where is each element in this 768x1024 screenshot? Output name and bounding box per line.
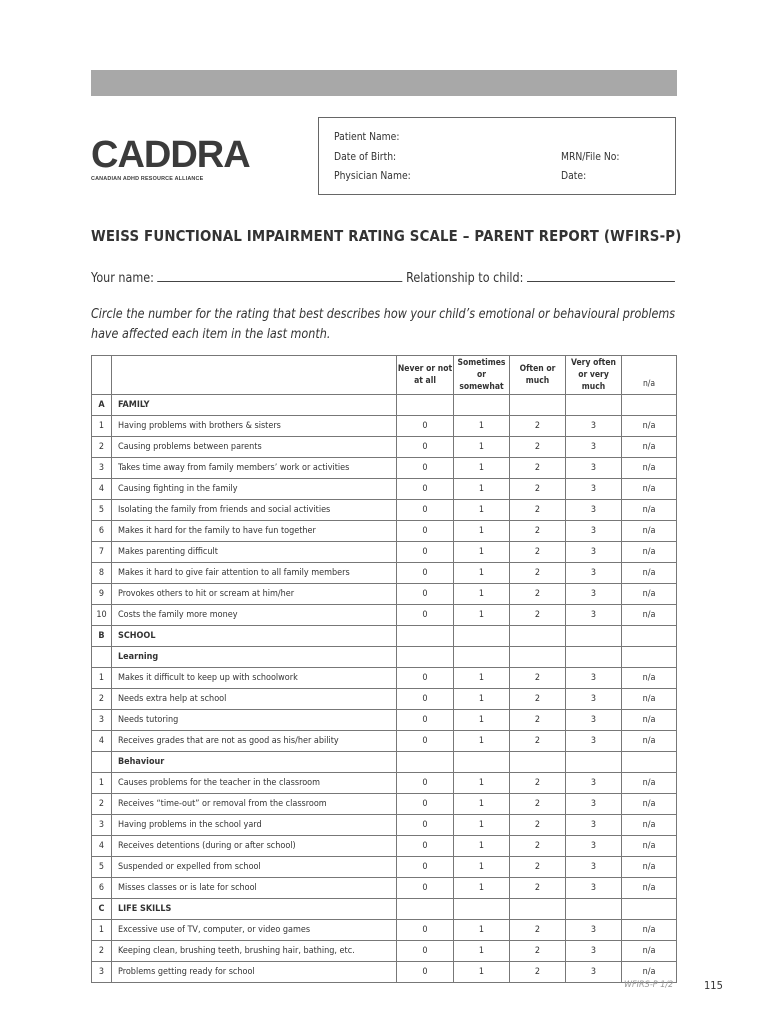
physician-label: Physician Name: — [334, 170, 411, 182]
rating-option[interactable]: 3 — [566, 878, 622, 899]
rating-option[interactable]: 1 — [454, 710, 510, 731]
rating-option[interactable]: 2 — [510, 731, 566, 752]
empty-cell — [454, 899, 510, 920]
section-row — [92, 899, 677, 920]
section-title: LIFE SKILLS — [112, 899, 397, 920]
header-bar — [91, 70, 677, 96]
item-text: Receives “time-out” or removal from the classroom — [112, 794, 397, 815]
rating-option[interactable]: n/a — [622, 479, 677, 500]
rating-option[interactable]: 1 — [454, 437, 510, 458]
rating-option[interactable]: 2 — [510, 857, 566, 878]
rating-option[interactable]: 2 — [510, 773, 566, 794]
empty-cell — [92, 647, 112, 668]
item-number: 1 — [92, 416, 112, 437]
rating-option[interactable]: 3 — [566, 941, 622, 962]
item-number: 6 — [92, 521, 112, 542]
empty-cell — [566, 626, 622, 647]
patient-info-box — [318, 117, 676, 195]
rating-option[interactable]: 2 — [510, 710, 566, 731]
rating-option[interactable]: 3 — [566, 857, 622, 878]
item-text: Causing problems between parents — [112, 437, 397, 458]
rating-option[interactable]: 1 — [454, 479, 510, 500]
empty-cell — [454, 647, 510, 668]
empty-cell — [510, 752, 566, 773]
empty-cell — [510, 647, 566, 668]
table-header-row — [92, 356, 677, 395]
rating-option[interactable]: 3 — [566, 815, 622, 836]
item-text: Takes time away from family members’ work or activities — [112, 458, 397, 479]
item-text: Provokes others to hit or scream at him/her — [112, 584, 397, 605]
header-blank — [112, 356, 397, 395]
empty-cell — [566, 752, 622, 773]
rating-option[interactable]: n/a — [622, 542, 677, 563]
empty-cell — [510, 395, 566, 416]
empty-cell — [454, 752, 510, 773]
header-very-often: Very often or very much — [566, 356, 622, 395]
rating-option[interactable]: 3 — [566, 605, 622, 626]
item-text: Causing fighting in the family — [112, 479, 397, 500]
rating-option[interactable]: 3 — [566, 920, 622, 941]
rating-option[interactable]: 2 — [510, 479, 566, 500]
rating-option[interactable]: 2 — [510, 878, 566, 899]
rating-option[interactable]: 0 — [397, 563, 454, 584]
rating-option[interactable]: 3 — [566, 689, 622, 710]
rating-option[interactable]: 0 — [397, 416, 454, 437]
rating-option[interactable]: 1 — [454, 668, 510, 689]
rating-option[interactable]: 2 — [510, 689, 566, 710]
rating-option[interactable]: n/a — [622, 857, 677, 878]
item-number: 5 — [92, 857, 112, 878]
item-text: Receives detentions (during or after school) — [112, 836, 397, 857]
rating-option[interactable]: 0 — [397, 479, 454, 500]
rating-option[interactable]: 0 — [397, 689, 454, 710]
empty-cell — [622, 626, 677, 647]
rating-option[interactable]: 0 — [397, 920, 454, 941]
rating-option[interactable]: n/a — [622, 920, 677, 941]
table-row — [92, 773, 677, 794]
empty-cell — [510, 626, 566, 647]
rating-option[interactable]: 3 — [566, 668, 622, 689]
rating-option[interactable]: 1 — [454, 773, 510, 794]
rating-option[interactable]: n/a — [622, 941, 677, 962]
your-name-label: Your name: — [91, 271, 154, 286]
subsection-row — [92, 647, 677, 668]
empty-cell — [397, 752, 454, 773]
relationship-label: Relationship to child: — [406, 271, 524, 286]
item-number: 1 — [92, 773, 112, 794]
rating-option[interactable]: 3 — [566, 500, 622, 521]
table-row — [92, 668, 677, 689]
item-number: 3 — [92, 710, 112, 731]
subsection-title: Learning — [112, 647, 397, 668]
rating-option[interactable]: n/a — [622, 584, 677, 605]
logo-word: CADDRA — [91, 134, 250, 176]
item-number: 1 — [92, 920, 112, 941]
empty-cell — [397, 647, 454, 668]
empty-cell — [397, 395, 454, 416]
item-number: 4 — [92, 731, 112, 752]
rating-option[interactable]: n/a — [622, 689, 677, 710]
rating-option[interactable]: 2 — [510, 437, 566, 458]
item-text: Makes it hard for the family to have fun together — [112, 521, 397, 542]
rating-option[interactable]: n/a — [622, 563, 677, 584]
rating-option[interactable]: 2 — [510, 815, 566, 836]
rating-option[interactable]: n/a — [622, 731, 677, 752]
table-row — [92, 731, 677, 752]
rating-option[interactable]: 3 — [566, 794, 622, 815]
rating-option[interactable]: 3 — [566, 416, 622, 437]
empty-cell — [566, 647, 622, 668]
table-row — [92, 878, 677, 899]
rating-option[interactable]: 0 — [397, 542, 454, 563]
item-text: Makes parenting difficult — [112, 542, 397, 563]
rating-option[interactable]: 2 — [510, 584, 566, 605]
section-letter: A — [92, 395, 112, 416]
header-na: n/a — [622, 356, 677, 395]
empty-cell — [397, 899, 454, 920]
rating-option[interactable]: 1 — [454, 689, 510, 710]
empty-cell — [622, 899, 677, 920]
item-text: Excessive use of TV, computer, or video games — [112, 920, 397, 941]
item-text: Needs tutoring — [112, 710, 397, 731]
section-letter: C — [92, 899, 112, 920]
item-text: Needs extra help at school — [112, 689, 397, 710]
rating-option[interactable]: n/a — [622, 521, 677, 542]
rating-option[interactable]: n/a — [622, 605, 677, 626]
empty-cell — [566, 899, 622, 920]
rating-option[interactable]: n/a — [622, 962, 677, 983]
rating-option[interactable]: 3 — [566, 458, 622, 479]
table-row — [92, 836, 677, 857]
item-number: 10 — [92, 605, 112, 626]
rating-option[interactable]: 1 — [454, 941, 510, 962]
item-text: Suspended or expelled from school — [112, 857, 397, 878]
table-row — [92, 962, 677, 983]
table-row — [92, 542, 677, 563]
rating-option[interactable]: 0 — [397, 941, 454, 962]
caddra-logo — [91, 134, 250, 186]
item-text: Costs the family more money — [112, 605, 397, 626]
table-row — [92, 500, 677, 521]
item-number: 3 — [92, 962, 112, 983]
rating-option[interactable]: 2 — [510, 668, 566, 689]
table-row — [92, 437, 677, 458]
patient-name-label: Patient Name: — [334, 131, 400, 143]
rating-option[interactable]: 2 — [510, 563, 566, 584]
rating-option[interactable]: 3 — [566, 710, 622, 731]
item-text: Misses classes or is late for school — [112, 878, 397, 899]
mrn-label: MRN/File No: — [561, 151, 620, 163]
rating-option[interactable]: 3 — [566, 731, 622, 752]
item-text: Receives grades that are not as good as his/her ability — [112, 731, 397, 752]
item-number: 2 — [92, 437, 112, 458]
rating-option[interactable]: 2 — [510, 542, 566, 563]
table-row — [92, 857, 677, 878]
rating-option[interactable]: 0 — [397, 857, 454, 878]
rating-option[interactable]: 3 — [566, 836, 622, 857]
rating-option[interactable]: 0 — [397, 773, 454, 794]
rating-option[interactable]: 1 — [454, 542, 510, 563]
instructions: Circle the number for the rating that best describes how your child’s emotional or behavioural problems have affected each item in the last month. — [91, 307, 676, 342]
item-number: 2 — [92, 794, 112, 815]
section-row — [92, 395, 677, 416]
item-number: 2 — [92, 689, 112, 710]
rating-option[interactable]: 2 — [510, 500, 566, 521]
rating-option[interactable]: 2 — [510, 920, 566, 941]
rating-option[interactable]: 0 — [397, 521, 454, 542]
form-title: WEISS FUNCTIONAL IMPAIRMENT RATING SCALE – PARENT REPORT (WFIRS-P) — [91, 227, 682, 245]
table-row — [92, 815, 677, 836]
rating-option[interactable]: 3 — [566, 521, 622, 542]
item-text: Isolating the family from friends and social activities — [112, 500, 397, 521]
subsection-title: Behaviour — [112, 752, 397, 773]
subsection-row — [92, 752, 677, 773]
rating-option[interactable]: 1 — [454, 815, 510, 836]
table-row — [92, 920, 677, 941]
section-letter: B — [92, 626, 112, 647]
item-text: Makes it hard to give fair attention to all family members — [112, 563, 397, 584]
rating-option[interactable]: 3 — [566, 563, 622, 584]
section-title: SCHOOL — [112, 626, 397, 647]
rating-option[interactable]: n/a — [622, 773, 677, 794]
item-text: Having problems with brothers & sisters — [112, 416, 397, 437]
rating-option[interactable]: 0 — [397, 815, 454, 836]
rating-option[interactable]: 3 — [566, 437, 622, 458]
rating-option[interactable]: 2 — [510, 458, 566, 479]
rating-option[interactable]: n/a — [622, 500, 677, 521]
rating-option[interactable]: 1 — [454, 584, 510, 605]
rating-table — [91, 355, 677, 983]
table-row — [92, 416, 677, 437]
item-number: 3 — [92, 815, 112, 836]
date-label: Date: — [561, 170, 587, 182]
form-code: WFIRS-P 1/2 — [624, 980, 674, 990]
rating-option[interactable]: n/a — [622, 794, 677, 815]
item-number: 1 — [92, 668, 112, 689]
item-number: 4 — [92, 479, 112, 500]
rating-option[interactable]: 0 — [397, 668, 454, 689]
item-text: Problems getting ready for school — [112, 962, 397, 983]
page-number: 115 — [704, 979, 723, 992]
table-row — [92, 584, 677, 605]
rating-option[interactable]: 1 — [454, 878, 510, 899]
rating-option[interactable]: 1 — [454, 458, 510, 479]
item-number: 2 — [92, 941, 112, 962]
rating-option[interactable]: 1 — [454, 416, 510, 437]
your-name-field[interactable] — [157, 268, 402, 282]
empty-cell — [397, 626, 454, 647]
item-number: 3 — [92, 458, 112, 479]
empty-cell — [454, 626, 510, 647]
rating-option[interactable]: n/a — [622, 668, 677, 689]
rating-option[interactable]: 3 — [566, 584, 622, 605]
rating-option[interactable]: 1 — [454, 563, 510, 584]
item-number: 9 — [92, 584, 112, 605]
table-row — [92, 458, 677, 479]
rating-option[interactable]: 0 — [397, 500, 454, 521]
item-text: Having problems in the school yard — [112, 815, 397, 836]
dob-label: Date of Birth: — [334, 151, 397, 163]
empty-cell — [92, 752, 112, 773]
rating-option[interactable]: 1 — [454, 857, 510, 878]
rating-option[interactable]: 1 — [454, 920, 510, 941]
rating-option[interactable]: 2 — [510, 962, 566, 983]
rating-option[interactable]: n/a — [622, 416, 677, 437]
rating-option[interactable]: n/a — [622, 815, 677, 836]
rating-option[interactable]: 2 — [510, 941, 566, 962]
rating-option[interactable]: n/a — [622, 437, 677, 458]
rating-option[interactable]: 1 — [454, 836, 510, 857]
rating-option[interactable]: 3 — [566, 773, 622, 794]
rating-option[interactable]: 2 — [510, 836, 566, 857]
rating-option[interactable]: 2 — [510, 521, 566, 542]
empty-cell — [454, 395, 510, 416]
rating-option[interactable]: 3 — [566, 479, 622, 500]
header-never: Never or not at all — [397, 356, 454, 395]
rating-option[interactable]: 1 — [454, 731, 510, 752]
rating-option[interactable]: 1 — [454, 500, 510, 521]
rating-option[interactable]: 2 — [510, 794, 566, 815]
item-number: 7 — [92, 542, 112, 563]
empty-cell — [510, 899, 566, 920]
rating-option[interactable]: 0 — [397, 458, 454, 479]
empty-cell — [622, 395, 677, 416]
rating-option[interactable]: 1 — [454, 794, 510, 815]
rating-option[interactable]: 0 — [397, 437, 454, 458]
table-row — [92, 941, 677, 962]
rating-option[interactable]: 0 — [397, 584, 454, 605]
section-title: FAMILY — [112, 395, 397, 416]
rating-option[interactable]: 1 — [454, 521, 510, 542]
relationship-field[interactable] — [527, 268, 675, 282]
item-number: 4 — [92, 836, 112, 857]
table-row — [92, 710, 677, 731]
item-number: 8 — [92, 563, 112, 584]
table-row — [92, 521, 677, 542]
header-often: Often or much — [510, 356, 566, 395]
table-row — [92, 794, 677, 815]
empty-cell — [622, 647, 677, 668]
rating-option[interactable]: 3 — [566, 542, 622, 563]
rating-option[interactable]: 0 — [397, 731, 454, 752]
respondent-row — [91, 268, 693, 286]
section-row — [92, 626, 677, 647]
rating-option[interactable]: n/a — [622, 878, 677, 899]
rating-option[interactable]: 0 — [397, 794, 454, 815]
item-number: 6 — [92, 878, 112, 899]
item-text: Causes problems for the teacher in the classroom — [112, 773, 397, 794]
rating-option[interactable]: 0 — [397, 878, 454, 899]
logo-subtitle: CANADIAN ADHD RESOURCE ALLIANCE — [91, 176, 204, 182]
empty-cell — [566, 395, 622, 416]
header-blank — [92, 356, 112, 395]
rating-option[interactable]: n/a — [622, 836, 677, 857]
header-sometimes: Sometimes or somewhat — [454, 356, 510, 395]
item-text: Keeping clean, brushing teeth, brushing hair, bathing, etc. — [112, 941, 397, 962]
rating-option[interactable]: 2 — [510, 605, 566, 626]
rating-option[interactable]: 0 — [397, 836, 454, 857]
rating-option[interactable]: 0 — [397, 962, 454, 983]
table-row — [92, 563, 677, 584]
rating-option[interactable]: n/a — [622, 710, 677, 731]
rating-option[interactable]: 2 — [510, 416, 566, 437]
table-row — [92, 479, 677, 500]
rating-option[interactable]: 0 — [397, 605, 454, 626]
rating-option[interactable]: n/a — [622, 458, 677, 479]
item-number: 5 — [92, 500, 112, 521]
table-row — [92, 605, 677, 626]
rating-option[interactable]: 1 — [454, 962, 510, 983]
table-row — [92, 689, 677, 710]
rating-option[interactable]: 3 — [566, 962, 622, 983]
item-text: Makes it difficult to keep up with schoolwork — [112, 668, 397, 689]
rating-option[interactable]: 1 — [454, 605, 510, 626]
empty-cell — [622, 752, 677, 773]
rating-option[interactable]: 0 — [397, 710, 454, 731]
